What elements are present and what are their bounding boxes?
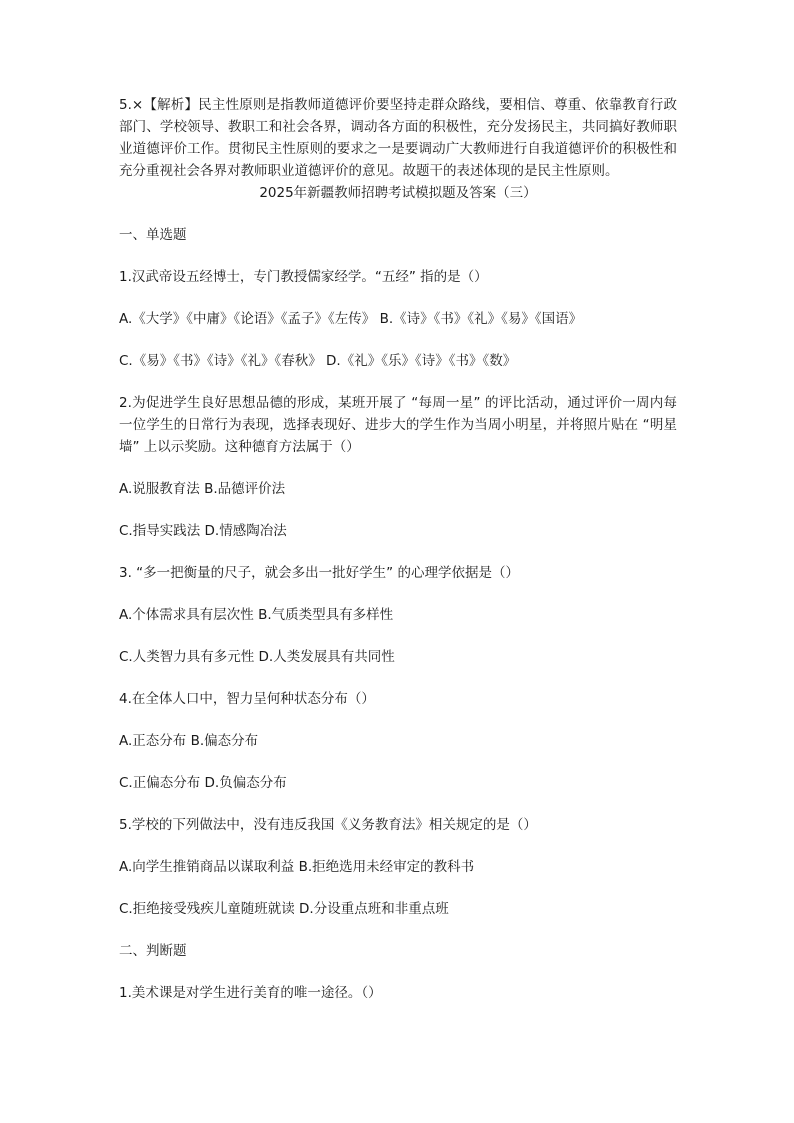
question-options: C.人类智力具有多元性 D.人类发展具有共同性 — [119, 649, 395, 665]
question-stem: 2.为促进学生良好思想品德的形成，某班开展了 “每周一星” 的评比活动，通过评价一周内每一位学生的日常行为表现，选择表现好、进步大的学生作为当周小明星，并将照片贴在 “明星墙” 上以示奖励。这种德育方法属于（） — [119, 395, 677, 455]
question-options: A.说服教育法 B.品德评价法 — [119, 481, 286, 497]
question-stem: 1.美术课是对学生进行美育的唯一途径。（） — [119, 985, 382, 1001]
question-options: A.个体需求具有层次性 B.气质类型具有多样性 — [119, 607, 394, 623]
question-options: C.指导实践法 D.情感陶冶法 — [119, 523, 287, 539]
question-stem: 4.在全体人口中，智力呈何种状态分布（） — [119, 691, 375, 707]
question-options: C.《易》《书》《诗》《礼》《春秋》 D.《礼》《乐》《诗》《书》《数》 — [119, 353, 517, 369]
question-stem: 5.学校的下列做法中，没有违反我国《义务教育法》相关规定的是（） — [119, 817, 537, 833]
section-heading-single-choice: 一、单选题 — [119, 227, 187, 243]
document-page — [119, 94, 677, 1004]
question-options: A.正态分布 B.偏态分布 — [119, 733, 259, 749]
section-heading-true-false: 二、判断题 — [119, 943, 187, 959]
question-stem: 3. “多一把衡量的尺子，就会多出一批好学生” 的心理学依据是（） — [119, 565, 519, 581]
question-options: C.拒绝接受残疾儿童随班就读 D.分设重点班和非重点班 — [119, 901, 449, 917]
question-options: A.《大学》《中庸》《论语》《孟子》《左传》 B.《诗》《书》《礼》《易》《国语》 — [119, 311, 583, 327]
previous-answer-explanation: 5.×【解析】民主性原则是指教师道德评价要坚持走群众路线，要相信、尊重、依靠教育行政部门、学校领导、教职工和社会各界，调动各方面的积极性，充分发扬民主，共同搞好教师职业道德评价工作。贯彻民主性原则的要求之一是要调动广大教师进行自我道德评价的积极性和充分重视社会各界对教师职业道德评价的意见。故题干的表述体现的是民主性原则。 — [119, 97, 677, 179]
question-options: A.向学生推销商品以谋取利益 B.拒绝选用未经审定的教科书 — [119, 859, 475, 875]
document-title: 2025年新疆教师招聘考试模拟题及答案（三） — [259, 185, 537, 201]
question-options: C.正偏态分布 D.负偏态分布 — [119, 775, 287, 791]
question-stem: 1.汉武帝设五经博士，专门教授儒家经学。“五经” 指的是（） — [119, 269, 488, 285]
